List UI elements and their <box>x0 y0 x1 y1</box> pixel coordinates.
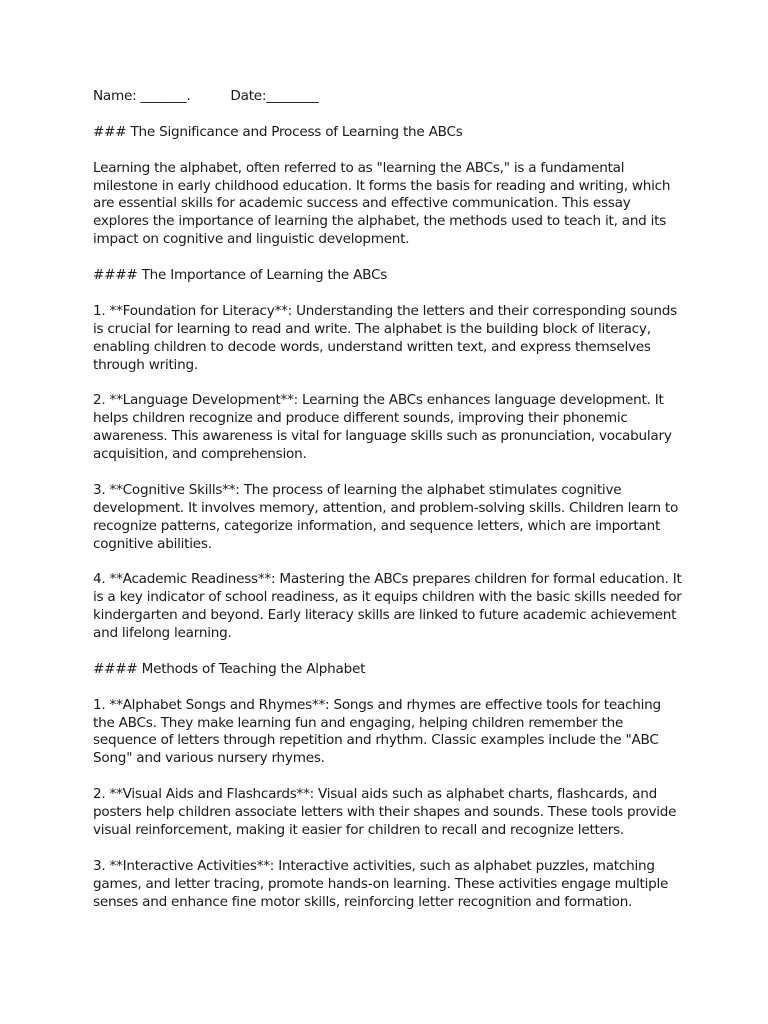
list-item: 2. **Language Development**: Learning the ABCs enhances language development. It helps children recognize and produce different sounds, improving their phonemic awareness. This awareness is vital for language skills such as pronunciation, vocabulary acquisition, and comprehension. <box>93 392 672 463</box>
name-field: Name: _______. <box>93 88 191 104</box>
list-item: 2. **Visual Aids and Flashcards**: Visual aids such as alphabet charts, flashcards, and posters help children associate letters with their shapes and sounds. These tools provide visual reinforcement, making it easier for children to recall and recognize letters. <box>93 786 677 838</box>
section-heading-importance: #### The Importance of Learning the ABCs <box>93 267 388 284</box>
list-item: 4. **Academic Readiness**: Mastering the ABCs prepares children for formal education. It is a key indicator of school readiness, as it equips children with the basic skills needed for kindergarten and beyond. Early literacy skills are linked to future academic achievement and lifelong learning. <box>93 571 682 642</box>
intro-paragraph: Learning the alphabet, often referred to as "learning the ABCs," is a fundamental milestone in early childhood education. It forms the basis for reading and writing, which are essential skills for academic success and effective communication. This essay explores the importance of learning the alphabet, the methods used to teach it, and its impact on cognitive and linguistic development. <box>93 159 671 248</box>
list-item: 1. **Alphabet Songs and Rhymes**: Songs and rhymes are effective tools for teaching the ABCs. They make learning fun and engaging, helping children remember the sequence of letters through repetition and rhythm. Classic examples include the "ABC Song" and various nursery rhymes. <box>93 696 661 767</box>
header-line <box>93 88 685 106</box>
date-field: Date:________ <box>230 88 319 104</box>
document-title: ### The Significance and Process of Learning the ABCs <box>93 123 463 140</box>
document-page <box>93 88 685 929</box>
list-item: 3. **Cognitive Skills**: The process of learning the alphabet stimulates cognitive development. It involves memory, attention, and problem-solving skills. Children learn to recognize patterns, categorize information, and sequence letters, which are important cognitive abilities. <box>93 481 679 552</box>
list-item: 3. **Interactive Activities**: Interactive activities, such as alphabet puzzles, matching games, and letter tracing, promote hands-on learning. These activities engage multiple senses and enhance fine motor skills, reinforcing letter recognition and formation. <box>93 857 669 910</box>
section-heading-methods: #### Methods of Teaching the Alphabet <box>93 660 366 677</box>
list-item: 1. **Foundation for Literacy**: Understanding the letters and their corresponding sounds is crucial for learning to read and write. The alphabet is the building block of literacy, enabling children to decode words, understand written text, and express themselves through writing. <box>93 302 677 373</box>
